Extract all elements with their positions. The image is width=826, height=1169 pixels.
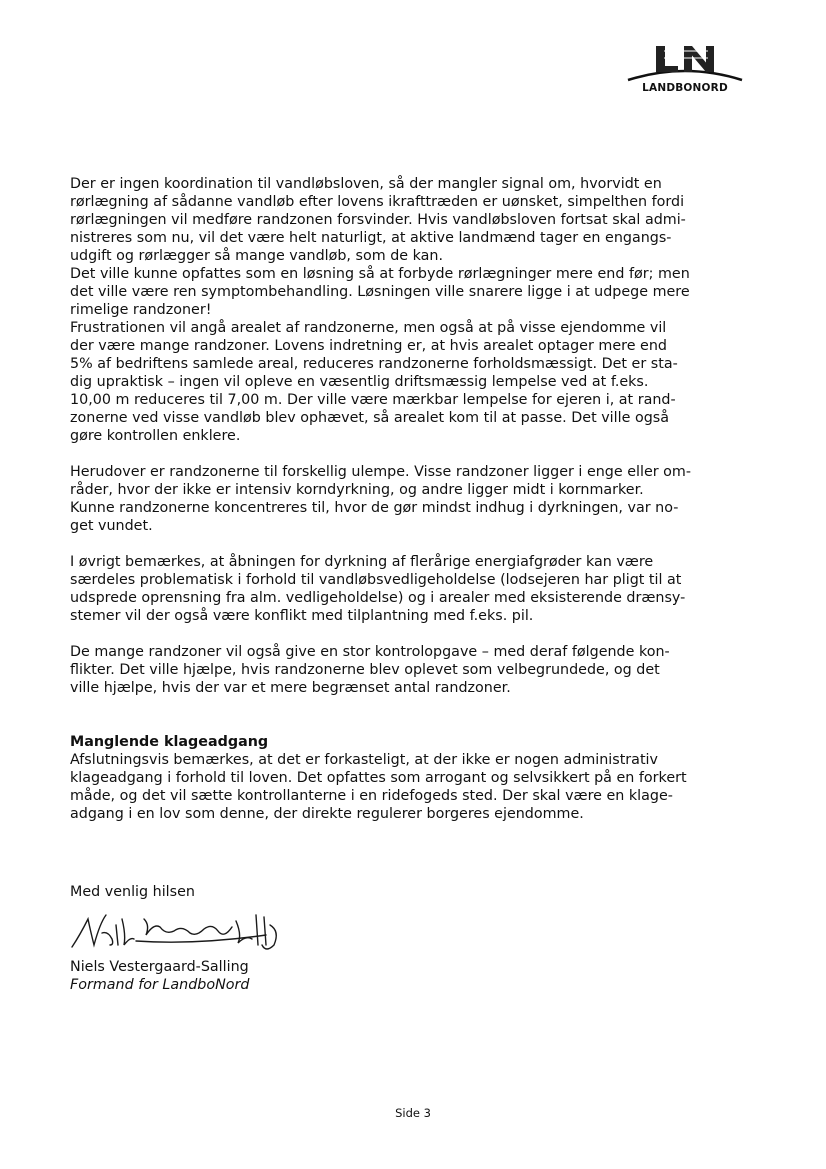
landbonord-logo: [624, 40, 746, 98]
signer-role: Formand for LandboNord: [70, 977, 250, 993]
paragraph-coordination: Der er ingen koordination til vandløbsloven, så der mangler signal om, hvorvidt en rørlægning af sådanne vandløb efter lovens ikrafttræden er uønsket, simpelthen fordi rørlægningen vil medføre randzonen forsvinder. Hvis vandløbsloven fortsat skal admi- nistreres som nu, vil det være helt naturligt, at aktive landmænd tager en engangs- udgift og rørlægger så mange vandløb, som de kan. Det ville kunne opfattes som en løsning så at forbyde rørlægninger mere end før; men det ville være ren symptombehandling. Løsningen ville snarere ligge i at udpege mere rimelige randzoner! Frustrationen vil angå arealet af randzonerne, men også at på visse ejendomme vil der være mange randzoner. Lovens indretning er, at hvis arealet optager mere end 5% af bedriftens samlede areal, reduceres randzonerne forholdsmæssigt. Det er sta- dig upraktisk – ingen vil opleve en væsentlig driftsmæssig lempelse ved at f.eks. 10,00 m reduceres til 7,00 m. Der ville være mærkbar lempelse for ejeren i, at rand- zonerne ved visse vandløb blev ophævet, så arealet kom til at passe. Det ville også gøre kontrollen enklere.: [70, 176, 690, 444]
section-heading: Manglende klageadgang: [70, 734, 269, 750]
signer-block: [70, 958, 250, 994]
handwritten-signature: [66, 905, 286, 957]
paragraph-control-task: De mange randzoner vil også give en stor kontrolopgave – med deraf følgende kon- flikter. Det ville hjælpe, hvis randzonerne blev oplevet som velbegrundede, og det ville hjælpe, hvis der var et mere begrænset antal randzoner.: [70, 644, 670, 696]
signer-name: Niels Vestergaard-Salling: [70, 959, 249, 975]
page-number: Side 3: [395, 1106, 431, 1120]
letter-body: [70, 175, 760, 823]
logo-wordmark: LANDBONORD: [642, 82, 728, 94]
logo-emblem-icon: [624, 40, 746, 84]
paragraph-complaint-access: Afslutningsvis bemærkes, at det er forkasteligt, at der ikke er nogen administrativ klageadgang i forhold til loven. Det opfattes som arrogant og selvsikkert på en forkert måde, og det vil sætte kontrollanterne i en ridefogeds sted. Der skal være en klage- adgang i en lov som denne, der direkte regulerer borgeres ejendomme.: [70, 752, 687, 822]
paragraph-disadvantages: Herudover er randzonerne til forskellig ulempe. Visse randzoner ligger i enge eller om- råder, hvor der ikke er intensiv korndyrkning, og andre ligger midt i kornmarker. Kunne randzonerne koncentreres til, hvor de gør mindst indhug i dyrkningen, var no- get vundet.: [70, 464, 692, 534]
closing-greeting: Med venlig hilsen: [70, 884, 195, 900]
paragraph-energy-crops: I øvrigt bemærkes, at åbningen for dyrkning af flerårige energiafgrøder kan være særdeles problematisk i forhold til vandløbsvedligeholdelse (lodsejeren har pligt til at udsprede oprensning fra alm. vedligeholdelse) og i arealer med eksisterende drænsy- stemer vil der også være konflikt med tilplantning med f.eks. pil.: [70, 554, 686, 624]
